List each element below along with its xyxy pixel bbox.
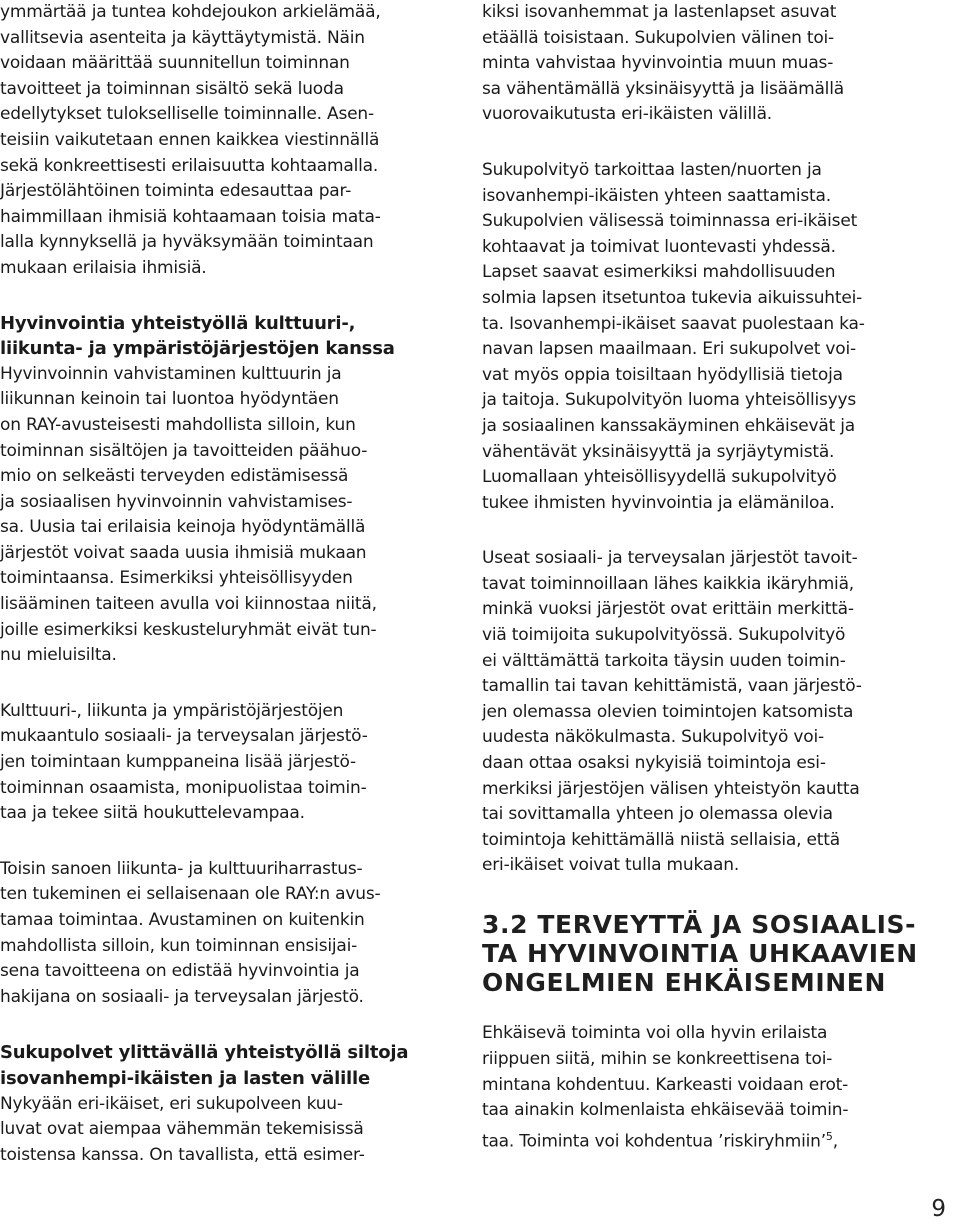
text-line: vallitsevia asenteita ja käyttäytymistä. Näin [0, 27, 365, 48]
text-line: sa. Uusia tai erilaisia keinoja hyödyntämällä [0, 517, 366, 538]
text-line: taa ainakin kolmenlaista ehkäisevää toimin- [482, 1100, 849, 1121]
paragraph-partners [0, 699, 445, 827]
text-line: jen olemassa olevien toimintojen katsomista [482, 701, 854, 722]
prevention-last-line-text: taa. Toiminta voi kohdentua ’riskiryhmiin’ [482, 1131, 826, 1152]
text-line: taa ja tekee siitä houkuttelevampaa. [0, 803, 305, 824]
text-line: on RAY-avusteisesti mahdollista silloin, kun [0, 414, 356, 435]
text-line: järjestöt voivat saada uusia ihmisiä mukaan [0, 542, 367, 563]
footnote-reference[interactable]: 5 [825, 1129, 833, 1143]
text-line: Toisin sanoen liikunta- ja kulttuuriharrastus- [0, 858, 363, 879]
intro-paragraph [0, 0, 445, 282]
right-column [482, 0, 922, 1185]
text-line: ja taitoja. Sukupolvityön luoma yhteisöllisyys [482, 390, 857, 411]
text-line: ten tukeminen ei sellaisenaan ole RAY:n avus- [0, 884, 381, 905]
text-line: mahdollista silloin, kun toiminnan ensisijai- [0, 935, 358, 956]
text-line: tamaa toimintaa. Avustaminen on kuitenkin [0, 910, 365, 930]
text-line: mukaan erilaisia ihmisiä. [0, 257, 207, 278]
paragraph-intergenerational-work [482, 158, 922, 516]
text-line: tavoitteet ja toiminnan sisältö sekä luoda [0, 78, 344, 99]
text-line: ta. Isovanhempi-ikäiset saavat puolestaan ka- [482, 313, 865, 334]
text-line: riippuen siitä, mihin se konkreettisena toi- [482, 1048, 833, 1069]
text-line: Kulttuuri-, liikunta ja ympäristöjärjestöjen [0, 700, 344, 721]
text-line: tavat toiminnoillaan lähes kaikkia ikäryhmiä, [482, 573, 855, 594]
text-line: minta vahvistaa hyvinvointia muun muas- [482, 53, 834, 74]
text-line: merkiksi järjestöjen välisen yhteistyön kautta [482, 778, 860, 799]
text-line: solmia lapsen itsetuntoa tukevia aikuissuhtei- [482, 287, 863, 308]
text-line: joille esimerkiksi keskusteluryhmät eivät tun- [0, 619, 377, 640]
text-line: Sukupolvityö tarkoittaa lasten/nuorten ja [482, 159, 822, 180]
paragraph-grandparents [482, 0, 922, 128]
text-line: toiminnan sisältöjen ja tavoitteiden päähuo- [0, 440, 368, 461]
text-line: vuorovaikutusta eri-ikäisten välillä. [482, 104, 773, 125]
prevention-last-line-tail: , [832, 1131, 838, 1152]
text-line: mintana kohdentuu. Karkeasti voidaan erot- [482, 1074, 849, 1095]
text-line: kohtaavat ja toimivat luontevasti yhdessä. [482, 236, 836, 257]
text-line: ymmärtää ja tuntea kohdejoukon arkielämää, [0, 2, 381, 22]
paragraph-generations-intro [0, 1092, 445, 1169]
text-line: mukaantulo sosiaali- ja terveysalan järjestö- [0, 726, 368, 747]
text-line: daan ottaa osaksi nykyisiä toimintoja esi- [482, 753, 826, 774]
text-line: sa vähentämällä yksinäisyyttä ja lisäämällä [482, 78, 844, 99]
text-line: voidaan määrittää suunnitellun toiminnan [0, 53, 350, 74]
text-line: tukee ihmisten hyvinvointia ja elämäniloa. [482, 492, 835, 513]
text-line: ja sosiaalisen hyvinvoinnin vahvistamises- [0, 491, 353, 512]
text-line: ONGELMIEN EHKÄISEMINEN [482, 967, 886, 997]
text-line: Ehkäisevä toiminta voi olla hyvin erilaista [482, 1023, 828, 1044]
paragraph-culture-wellbeing [0, 362, 445, 669]
text-line: Järjestölähtöinen toiminta edesauttaa par- [0, 181, 352, 202]
paragraph-organisations [482, 546, 922, 879]
text-line: mio on selkeästi terveyden edistämisessä [0, 466, 349, 487]
text-line: sekä konkreettisesti erilaisuutta kohtaamalla. [0, 155, 379, 176]
text-line: vähentävät yksinäisyyttä ja syrjäytymistä. [482, 441, 835, 462]
text-line: viä toimijoita sukupolvityössä. Sukupolvityö [482, 625, 846, 646]
text-line: navan lapsen maailmaan. Eri sukupolvet voi- [482, 339, 856, 360]
text-line: Sukupolvet ylittävällä yhteistyöllä siltoja [0, 1042, 409, 1064]
text-line: isovanhempi-ikäisten yhteen saattamista. [482, 185, 831, 206]
text-line: minkä vuoksi järjestöt ovat erittäin merkittä- [482, 599, 854, 620]
text-line: TA HYVINVOINTIA UHKAAVIEN [482, 938, 918, 968]
text-line: tai sovittamalla yhteen jo olemassa olevia [482, 804, 833, 825]
text-line: ja sosiaalinen kanssakäyminen ehkäisevät ja [482, 415, 855, 436]
heading-generations [0, 1040, 445, 1091]
text-line: kiksi isovanhemmat ja lastenlapset asuvat [482, 2, 837, 22]
section-title-3-2 [482, 911, 922, 997]
text-line: Luomallaan yhteisöllisyydellä sukupolvityö [482, 467, 837, 488]
text-line: toistensa kanssa. On tavallista, että esimer- [0, 1144, 365, 1165]
text-line: Nykyään eri-ikäiset, eri sukupolveen kuu- [0, 1093, 343, 1114]
text-line: toimintaansa. Esimerkiksi yhteisöllisyyden [0, 568, 353, 589]
text-line: eri-ikäiset voivat tulla mukaan. [482, 855, 740, 876]
text-line: Hyvinvoinnin vahvistaminen kulttuurin ja [0, 363, 342, 384]
text-line: vat myös oppia toisiltaan hyödyllisiä tietoja [482, 364, 843, 385]
prevention-last-line [482, 1124, 922, 1155]
text-line: uudesta näkökulmasta. Sukupolvityö voi- [482, 727, 824, 748]
text-line: haimmillaan ihmisiä kohtaamaan toisia mata- [0, 206, 381, 227]
text-line: jen toimintaan kumppaneina lisää järjestö- [0, 752, 356, 773]
page-number: 9 [931, 1196, 946, 1222]
paragraph-ray-funding [0, 857, 445, 1011]
text-line: Useat sosiaali- ja terveysalan järjestöt tavoit- [482, 548, 858, 569]
heading-culture-cooperation [0, 311, 445, 362]
text-line: hakijana on sosiaali- ja terveysalan järjestö. [0, 986, 364, 1007]
paragraph-prevention [482, 1021, 922, 1155]
text-line: etäällä toisistaan. Sukupolvien välinen toi- [482, 27, 834, 48]
text-line: Hyvinvointia yhteistyöllä kulttuuri-, [0, 312, 356, 334]
text-line: toimintoja kehittämällä niistä sellaisia, että [482, 829, 840, 850]
text-line: lisääminen taiteen avulla voi kiinnostaa niitä, [0, 594, 377, 615]
text-line: lalla kynnyksellä ja hyväksymään toimintaan [0, 232, 374, 253]
text-line: luvat ovat aiempaa vähemmän tekemisissä [0, 1119, 364, 1140]
left-column [0, 0, 445, 1198]
text-line: ei välttämättä tarkoita täysin uuden toimin- [482, 650, 846, 671]
text-line: 3.2 TERVEYTTÄ JA SOSIAALIS- [482, 910, 917, 939]
text-line: Lapset saavat esimerkiksi mahdollisuuden [482, 262, 836, 283]
text-line: isovanhempi-ikäisten ja lasten välille [0, 1067, 370, 1089]
text-line: tamallin tai tavan kehittämistä, vaan järjestö- [482, 676, 862, 697]
text-line: Sukupolvien välisessä toiminnassa eri-ikäiset [482, 211, 858, 232]
prevention-lines [482, 1021, 922, 1123]
text-line: liikunnan keinoin tai luontoa hyödyntäen [0, 389, 339, 410]
text-line: nu mieluisilta. [0, 645, 117, 666]
text-line: teisiin vaikutetaan ennen kaikkea viestinnällä [0, 129, 380, 150]
text-line: edellytykset tulokselliselle toiminnalle. Asen- [0, 104, 374, 125]
text-line: liikunta- ja ympäristöjärjestöjen kanssa [0, 338, 395, 360]
text-line: sena tavoitteena on edistää hyvinvointia ja [0, 961, 360, 982]
text-line: toiminnan osaamista, monipuolistaa toimin- [0, 777, 367, 798]
